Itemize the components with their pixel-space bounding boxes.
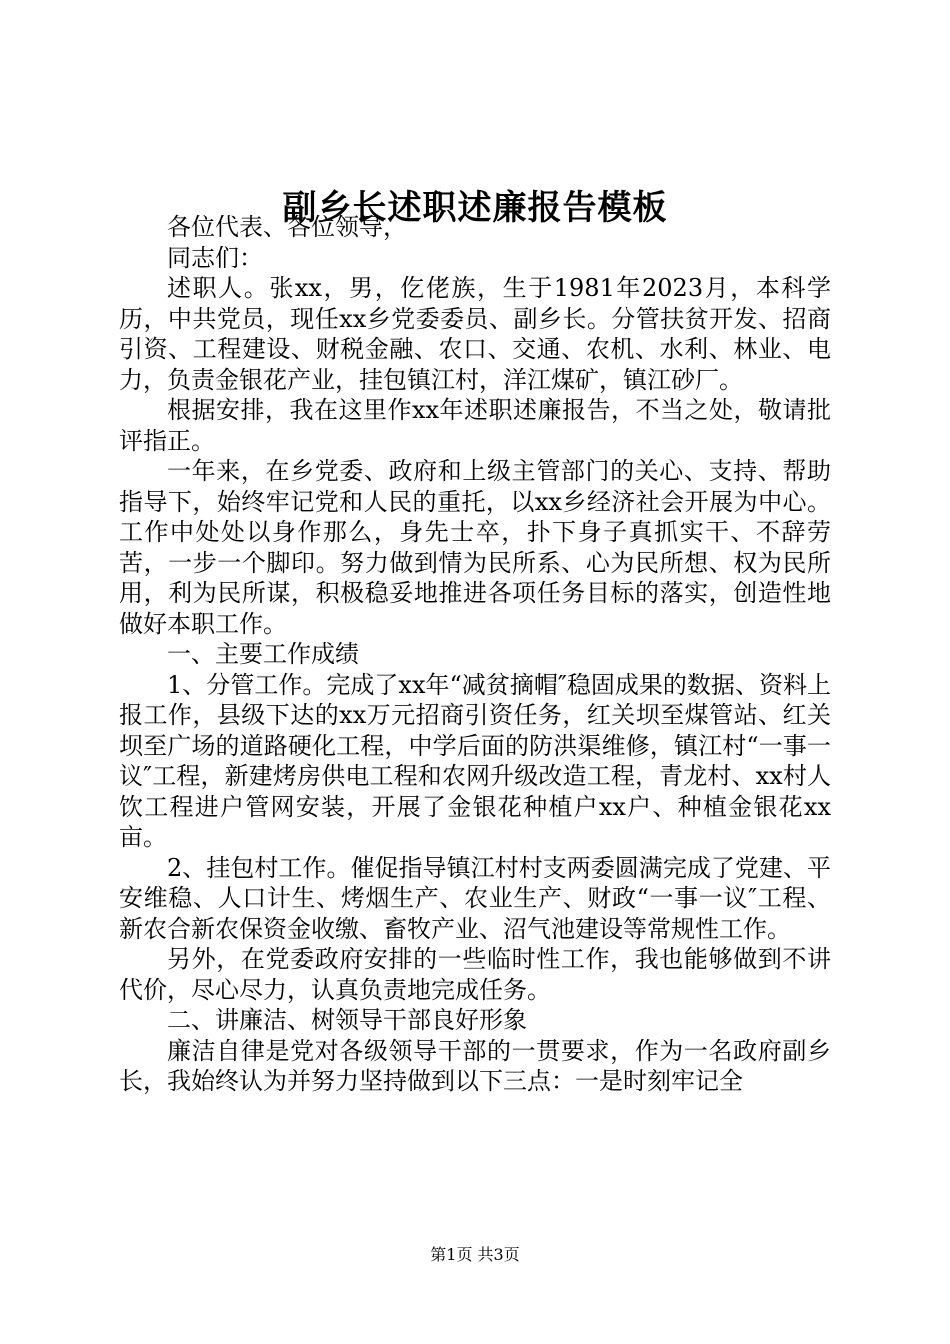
section-heading-2: 二、讲廉洁、树领导干部良好形象 [167,1006,527,1034]
paragraph-village-work: 2、挂包村工作。催促指导镇江村村支两委圆满完成了党建、平安维稳、人口计生、烤烟生产、农业生产、财政“一事一议″工程、新农合新农保资金收缴、畜牧产业、沼气池建设等常规性工作。 [119,853,831,943]
paragraph-intro: 根据安排，我在这里作xx年述职述廉报告，不当之处，敬请批评指正。 [119,396,831,455]
paragraph-presenter-info: 述职人。张xx，男，仡佬族，生于1981年2023月，本科学历，中共党员，现任xx乡党委委员、副乡长。分管扶贫开发、招商引资、工程建设、财税金融、农口、交通、农机、水利、林业、电力，负责金银花产业，挂包镇江村，洋江煤矿，镇江砂厂。 [119,274,831,394]
document-body [119,212,831,1097]
paragraph-other-work: 另外，在党委政府安排的一些临时性工作，我也能够做到不讲代价，尽心尽力，认真负责地完成任务。 [119,945,831,1004]
document-title: 副乡长述职述廉报告模板 [282,188,668,228]
paragraph-integrity: 廉洁自律是党对各级领导干部的一贯要求，作为一名政府副乡长，我始终认为并努力坚持做到以下三点：一是时刻牢记全 [119,1036,831,1095]
page-footer: 第1页 共3页 [430,1245,520,1264]
paragraph-salutation-1: 各位代表、各位领导， [167,213,407,241]
paragraph-assigned-work: 1、分管工作。完成了xx年“减贫摘帽″稳固成果的数据、资料上报工作，县级下达的xx万元招商引资任务，红关坝至煤管站、红关坝至广场的道路硬化工程，中学后面的防洪渠维修，镇江村“一事一议″工程，新建烤房供电工程和农网升级改造工程，青龙村、xx村人饮工程进户管网安装，开展了金银花种植户xx户、种植金银花xx亩。 [119,670,831,851]
paragraph-overview: 一年来，在乡党委、政府和上级主管部门的关心、支持、帮助指导下，始终牢记党和人民的重托，以xx乡经济社会开展为中心。工作中处处以身作那么，身先士卒，扑下身子真抓实干、不辞劳苦，一步一个脚印。努力做到情为民所系、心为民所想、权为民所用，利为民所谋，积极稳妥地推进各项任务目标的落实，创造性地做好本职工作。 [119,457,831,638]
paragraph-salutation-2: 同志们： [167,243,263,272]
section-heading-1: 一、主要工作成绩 [167,640,359,668]
